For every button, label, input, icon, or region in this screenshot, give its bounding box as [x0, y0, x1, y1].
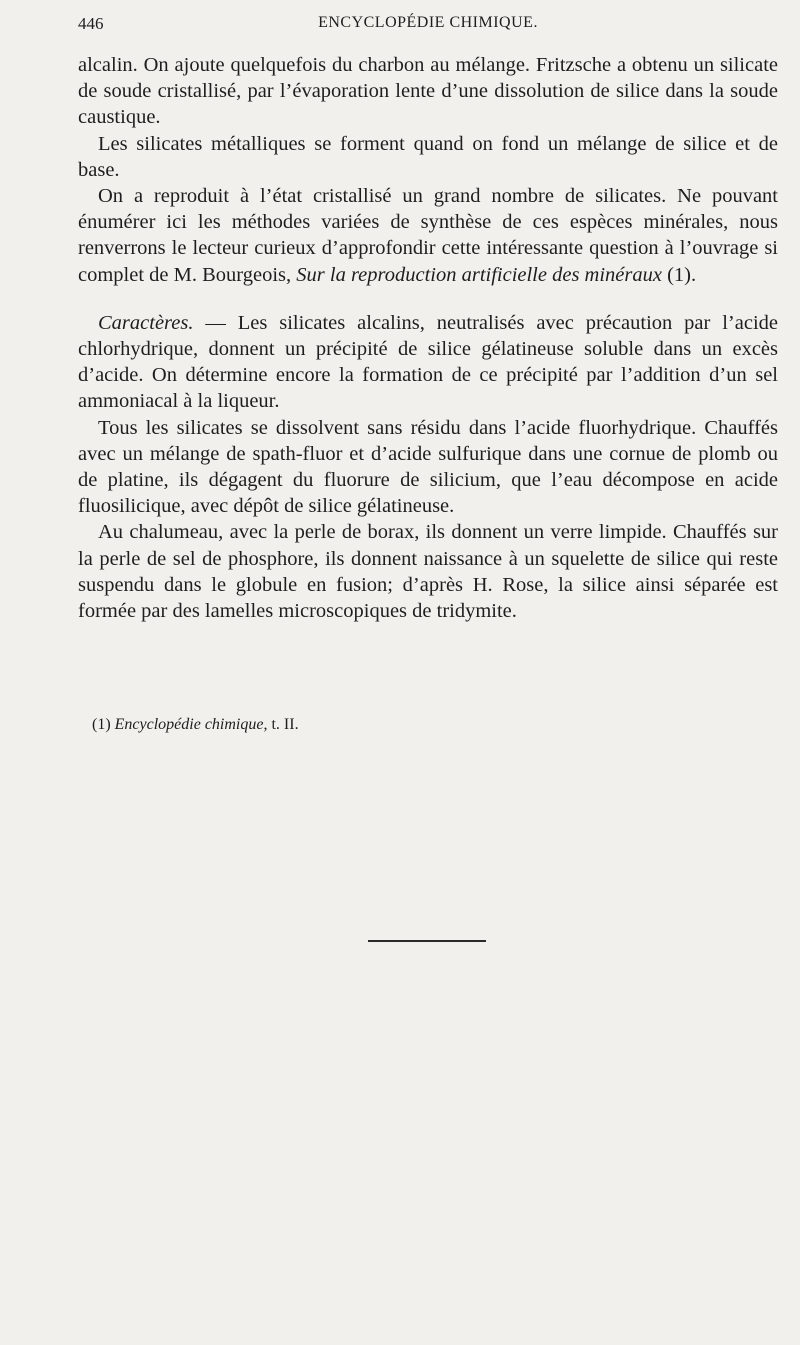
paragraph-crystallized-silicates [78, 183, 778, 288]
section-heading-italic: Caractères. [98, 311, 194, 334]
book-title-italic: Sur la reproduction artificielle des minéraux [296, 263, 662, 286]
running-head [78, 14, 778, 38]
footnote-title: Encyclopédie chimique [114, 716, 264, 733]
footnote-reference: (1). [661, 263, 697, 286]
paragraph-text: — Les silicates alcalins, neutralisés avec précaution par l’acide chlorhydrique, donnent un précipité de silice gélatineuse soluble dans un excès d’acide. On détermine encore la formation de ce précipité par l’addition d’un sel ammoniacal à la liqueur. [78, 311, 778, 413]
footnote [92, 716, 772, 734]
footnote-marker: (1) [92, 716, 115, 733]
page-number: 446 [78, 14, 104, 33]
paragraph-text: On a reproduit à l’état cristallisé un grand nombre de silicates. Ne pouvant énumérer ici les méthodes variées de synthèse de ces espèces minérales, nous renverrons le lecteur curieux d’approfondir cette intéressante question à l’ouvrage si complet de M. Bourgeois, [78, 185, 778, 286]
footnote-rest: , t. II. [263, 716, 299, 733]
paragraph-blowpipe: Au chalumeau, avec la perle de borax, ils donnent un verre limpide. Chauffés sur la perle de sel de phosphore, ils donnent naissance à un squelette de silice qui reste suspendu dans le globule en fusion; d’après H. Rose, la silice ainsi séparée est formée par des lamelles microscopiques de tridymite. [78, 521, 778, 623]
paragraph-continuation: alcalin. On ajoute quelquefois du charbon au mélange. Fritzsche a obtenu un silicate de soude cristallisé, par l’évaporation lente d’une dissolution de silice dans la soude caustique. [78, 54, 778, 129]
paragraph-hydrofluoric-acid: Tous les silicates se dissolvent sans résidu dans l’acide fluorhydrique. Chauffés avec un mélange de spath-fluor et d’acide sulfurique dans une cornue de plomb ou de platine, ils dégagent du fluorure de silicium, que l’eau décompose en acide fluosilicique, avec dépôt de silice gélatineuse. [78, 416, 778, 518]
paragraph-characters [78, 310, 778, 415]
end-rule [368, 940, 486, 942]
paragraph-metallic-silicates: Les silicates métalliques se forment quand on fond un mélange de silice et de base. [78, 132, 778, 181]
running-title: ENCYCLOPÉDIE CHIMIQUE. [318, 14, 538, 31]
body-text [78, 52, 778, 624]
